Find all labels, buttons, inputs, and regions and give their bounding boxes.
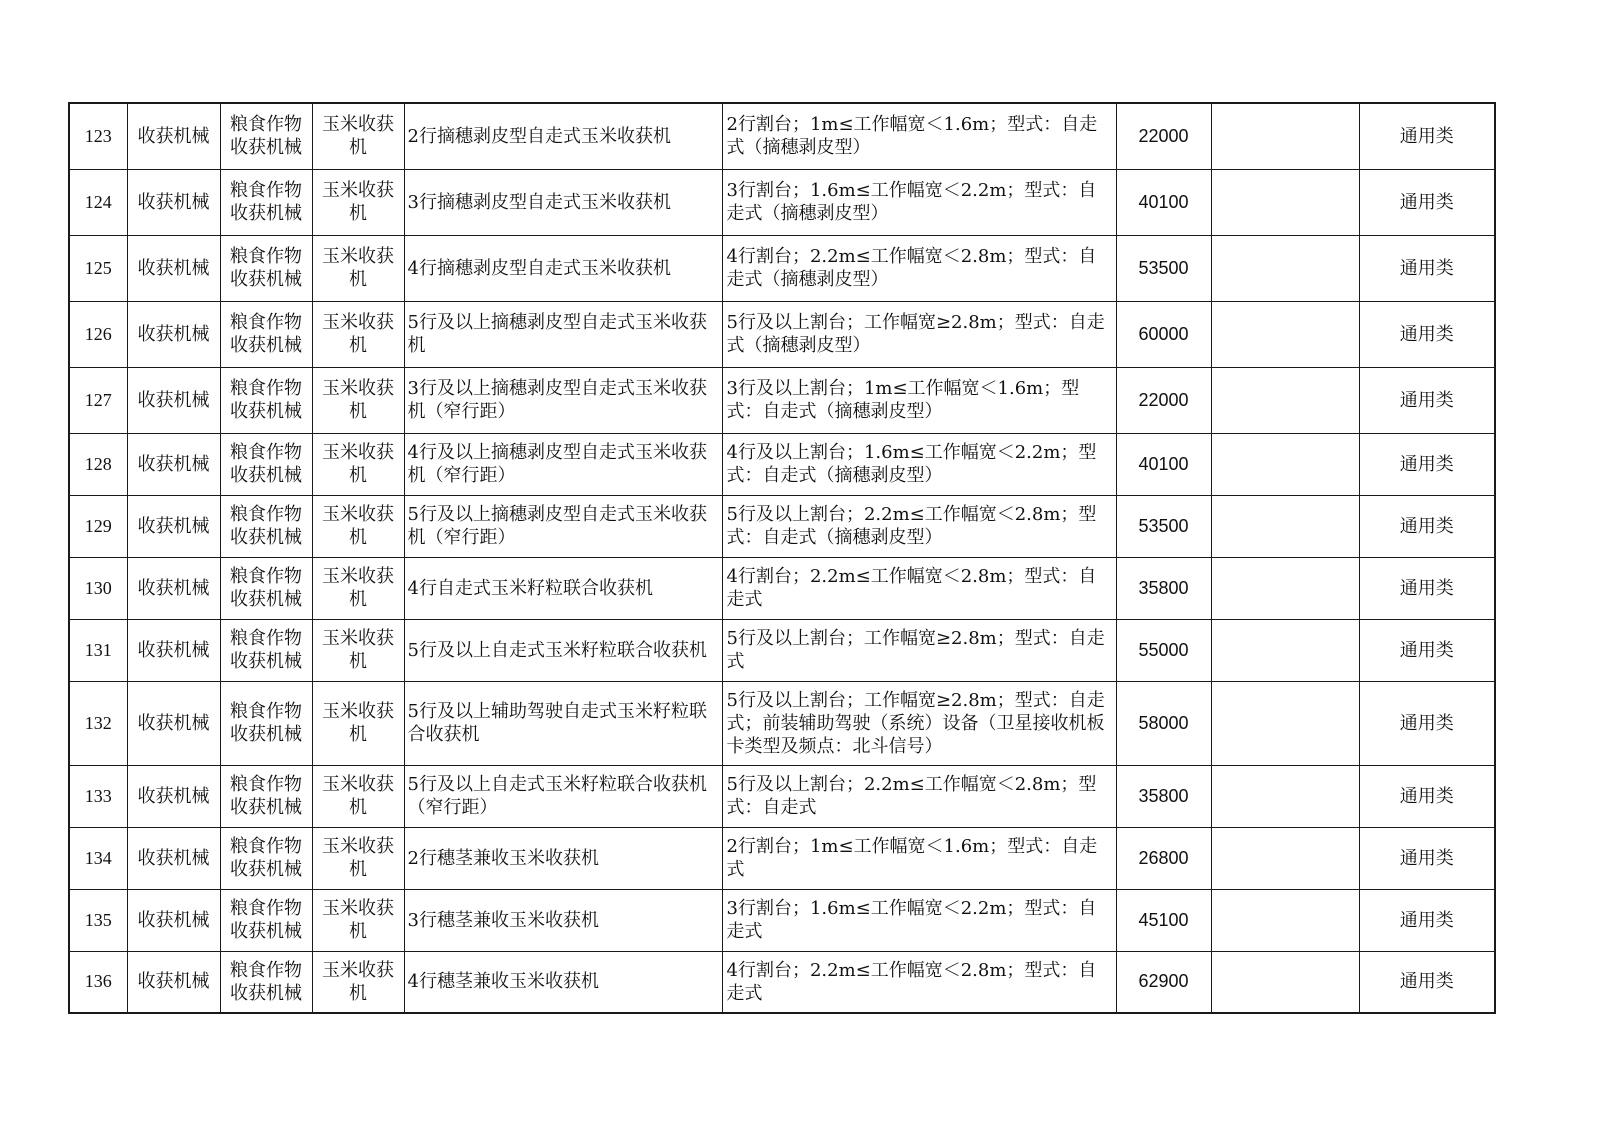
product-name-cell: 5行及以上自走式玉米籽粒联合收获机 [404, 619, 722, 681]
item-cell: 玉米收获机 [312, 235, 404, 301]
price-cell: 35800 [1116, 765, 1211, 827]
product-name-cell: 5行及以上辅助驾驶自走式玉米籽粒联合收获机 [404, 681, 722, 765]
item-cell: 玉米收获机 [312, 495, 404, 557]
spec-cell: 4行及以上割台；1.6m≤工作幅宽＜2.2m；型式：自走式（摘穗剥皮型） [722, 433, 1116, 495]
product-name-cell: 3行穗茎兼收玉米收获机 [404, 889, 722, 951]
price-cell: 40100 [1116, 169, 1211, 235]
price-cell: 40100 [1116, 433, 1211, 495]
type-cell: 通用类 [1359, 433, 1495, 495]
table-body [69, 103, 1495, 1013]
spec-cell: 5行及以上割台；2.2m≤工作幅宽＜2.8m；型式：自走式 [722, 765, 1116, 827]
type-cell: 通用类 [1359, 495, 1495, 557]
category-cell: 收获机械 [127, 557, 220, 619]
subcategory-cell: 粮食作物收获机械 [220, 951, 312, 1013]
note-cell [1211, 495, 1359, 557]
subsidy-table [68, 102, 1496, 1014]
subcategory-cell: 粮食作物收获机械 [220, 889, 312, 951]
table-row [69, 433, 1495, 495]
table-row [69, 367, 1495, 433]
note-cell [1211, 557, 1359, 619]
spec-cell: 5行及以上割台；2.2m≤工作幅宽＜2.8m；型式：自走式（摘穗剥皮型） [722, 495, 1116, 557]
type-cell: 通用类 [1359, 169, 1495, 235]
row-number: 124 [69, 169, 127, 235]
row-number: 135 [69, 889, 127, 951]
spec-cell: 2行割台；1m≤工作幅宽＜1.6m；型式：自走式 [722, 827, 1116, 889]
product-name-cell: 2行摘穗剥皮型自走式玉米收获机 [404, 103, 722, 169]
product-name-cell: 3行及以上摘穗剥皮型自走式玉米收获机（窄行距） [404, 367, 722, 433]
table-row [69, 301, 1495, 367]
note-cell [1211, 103, 1359, 169]
product-name-cell: 4行自走式玉米籽粒联合收获机 [404, 557, 722, 619]
price-cell: 35800 [1116, 557, 1211, 619]
spec-cell: 4行割台；2.2m≤工作幅宽＜2.8m；型式：自走式 [722, 557, 1116, 619]
spec-cell: 5行及以上割台；工作幅宽≥2.8m；型式：自走式 [722, 619, 1116, 681]
item-cell: 玉米收获机 [312, 681, 404, 765]
category-cell: 收获机械 [127, 103, 220, 169]
subcategory-cell: 粮食作物收获机械 [220, 301, 312, 367]
product-name-cell: 4行及以上摘穗剥皮型自走式玉米收获机（窄行距） [404, 433, 722, 495]
spec-cell: 3行割台；1.6m≤工作幅宽＜2.2m；型式：自走式（摘穗剥皮型） [722, 169, 1116, 235]
category-cell: 收获机械 [127, 301, 220, 367]
note-cell [1211, 889, 1359, 951]
row-number: 131 [69, 619, 127, 681]
subcategory-cell: 粮食作物收获机械 [220, 557, 312, 619]
product-name-cell: 4行穗茎兼收玉米收获机 [404, 951, 722, 1013]
row-number: 126 [69, 301, 127, 367]
price-cell: 58000 [1116, 681, 1211, 765]
subcategory-cell: 粮食作物收获机械 [220, 681, 312, 765]
type-cell: 通用类 [1359, 103, 1495, 169]
note-cell [1211, 827, 1359, 889]
item-cell: 玉米收获机 [312, 103, 404, 169]
spec-cell: 4行割台；2.2m≤工作幅宽＜2.8m；型式：自走式（摘穗剥皮型） [722, 235, 1116, 301]
table-row [69, 765, 1495, 827]
price-cell: 55000 [1116, 619, 1211, 681]
category-cell: 收获机械 [127, 433, 220, 495]
subcategory-cell: 粮食作物收获机械 [220, 495, 312, 557]
row-number: 128 [69, 433, 127, 495]
row-number: 134 [69, 827, 127, 889]
row-number: 130 [69, 557, 127, 619]
table-row [69, 495, 1495, 557]
product-name-cell: 4行摘穗剥皮型自走式玉米收获机 [404, 235, 722, 301]
subcategory-cell: 粮食作物收获机械 [220, 433, 312, 495]
category-cell: 收获机械 [127, 681, 220, 765]
item-cell: 玉米收获机 [312, 367, 404, 433]
table-row [69, 169, 1495, 235]
price-cell: 62900 [1116, 951, 1211, 1013]
table-row [69, 103, 1495, 169]
type-cell: 通用类 [1359, 765, 1495, 827]
item-cell: 玉米收获机 [312, 433, 404, 495]
item-cell: 玉米收获机 [312, 827, 404, 889]
spec-cell: 4行割台；2.2m≤工作幅宽＜2.8m；型式：自走式 [722, 951, 1116, 1013]
spec-cell: 3行及以上割台；1m≤工作幅宽＜1.6m；型式：自走式（摘穗剥皮型） [722, 367, 1116, 433]
item-cell: 玉米收获机 [312, 301, 404, 367]
row-number: 132 [69, 681, 127, 765]
product-name-cell: 5行及以上摘穗剥皮型自走式玉米收获机 [404, 301, 722, 367]
subcategory-cell: 粮食作物收获机械 [220, 619, 312, 681]
row-number: 136 [69, 951, 127, 1013]
price-cell: 53500 [1116, 495, 1211, 557]
item-cell: 玉米收获机 [312, 889, 404, 951]
type-cell: 通用类 [1359, 681, 1495, 765]
subcategory-cell: 粮食作物收获机械 [220, 169, 312, 235]
item-cell: 玉米收获机 [312, 169, 404, 235]
table-row [69, 557, 1495, 619]
category-cell: 收获机械 [127, 169, 220, 235]
spec-cell: 5行及以上割台；工作幅宽≥2.8m；型式：自走式；前装辅助驾驶（系统）设备（卫星接收机板卡类型及频点：北斗信号） [722, 681, 1116, 765]
row-number: 133 [69, 765, 127, 827]
note-cell [1211, 681, 1359, 765]
type-cell: 通用类 [1359, 827, 1495, 889]
category-cell: 收获机械 [127, 495, 220, 557]
category-cell: 收获机械 [127, 367, 220, 433]
note-cell [1211, 433, 1359, 495]
spec-cell: 2行割台；1m≤工作幅宽＜1.6m；型式：自走式（摘穗剥皮型） [722, 103, 1116, 169]
category-cell: 收获机械 [127, 235, 220, 301]
note-cell [1211, 951, 1359, 1013]
product-name-cell: 3行摘穗剥皮型自走式玉米收获机 [404, 169, 722, 235]
price-cell: 22000 [1116, 103, 1211, 169]
price-cell: 53500 [1116, 235, 1211, 301]
category-cell: 收获机械 [127, 827, 220, 889]
table-row [69, 619, 1495, 681]
type-cell: 通用类 [1359, 557, 1495, 619]
type-cell: 通用类 [1359, 367, 1495, 433]
type-cell: 通用类 [1359, 235, 1495, 301]
price-cell: 26800 [1116, 827, 1211, 889]
type-cell: 通用类 [1359, 889, 1495, 951]
item-cell: 玉米收获机 [312, 765, 404, 827]
item-cell: 玉米收获机 [312, 557, 404, 619]
note-cell [1211, 765, 1359, 827]
table-row [69, 889, 1495, 951]
product-name-cell: 2行穗茎兼收玉米收获机 [404, 827, 722, 889]
price-cell: 60000 [1116, 301, 1211, 367]
subcategory-cell: 粮食作物收获机械 [220, 367, 312, 433]
type-cell: 通用类 [1359, 951, 1495, 1013]
type-cell: 通用类 [1359, 619, 1495, 681]
category-cell: 收获机械 [127, 951, 220, 1013]
note-cell [1211, 619, 1359, 681]
spec-cell: 5行及以上割台；工作幅宽≥2.8m；型式：自走式（摘穗剥皮型） [722, 301, 1116, 367]
table-row [69, 827, 1495, 889]
row-number: 125 [69, 235, 127, 301]
item-cell: 玉米收获机 [312, 619, 404, 681]
note-cell [1211, 367, 1359, 433]
row-number: 123 [69, 103, 127, 169]
price-cell: 45100 [1116, 889, 1211, 951]
row-number: 129 [69, 495, 127, 557]
subcategory-cell: 粮食作物收获机械 [220, 235, 312, 301]
item-cell: 玉米收获机 [312, 951, 404, 1013]
type-cell: 通用类 [1359, 301, 1495, 367]
product-name-cell: 5行及以上自走式玉米籽粒联合收获机（窄行距） [404, 765, 722, 827]
product-name-cell: 5行及以上摘穗剥皮型自走式玉米收获机（窄行距） [404, 495, 722, 557]
note-cell [1211, 301, 1359, 367]
category-cell: 收获机械 [127, 889, 220, 951]
price-cell: 22000 [1116, 367, 1211, 433]
note-cell [1211, 169, 1359, 235]
table-row [69, 235, 1495, 301]
category-cell: 收获机械 [127, 765, 220, 827]
table-row [69, 681, 1495, 765]
note-cell [1211, 235, 1359, 301]
category-cell: 收获机械 [127, 619, 220, 681]
subcategory-cell: 粮食作物收获机械 [220, 827, 312, 889]
subcategory-cell: 粮食作物收获机械 [220, 103, 312, 169]
subcategory-cell: 粮食作物收获机械 [220, 765, 312, 827]
spec-cell: 3行割台；1.6m≤工作幅宽＜2.2m；型式：自走式 [722, 889, 1116, 951]
row-number: 127 [69, 367, 127, 433]
table-row [69, 951, 1495, 1013]
